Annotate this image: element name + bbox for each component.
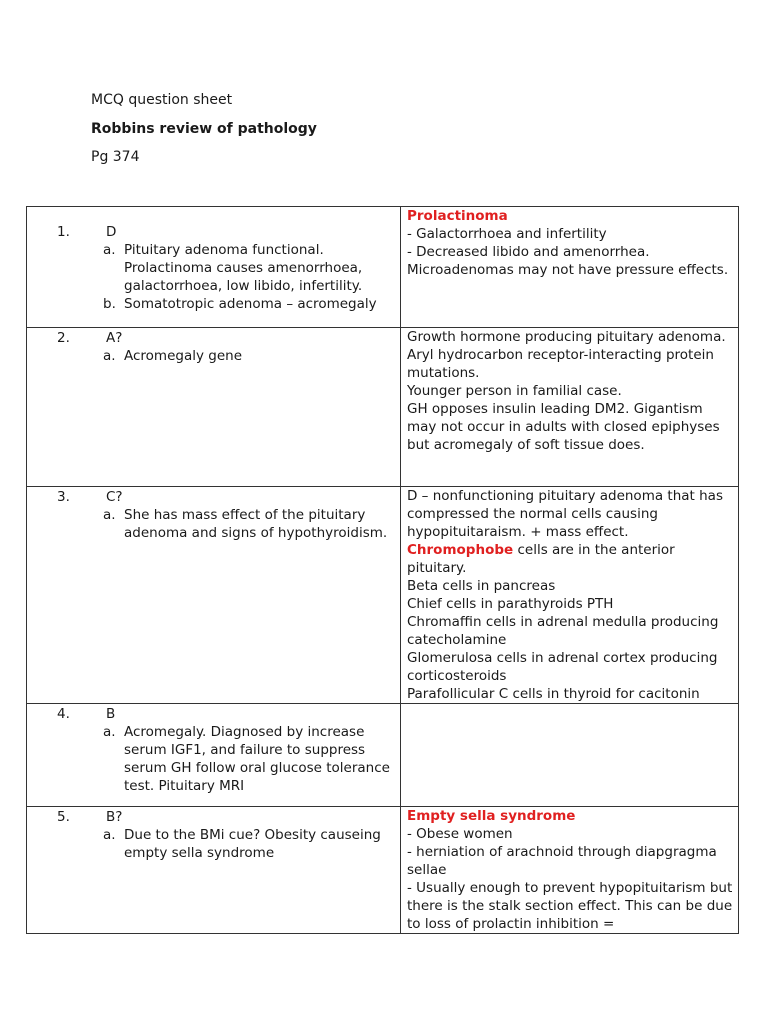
sub-label: a. [103, 827, 116, 843]
table-row [27, 487, 739, 704]
question-number-line [27, 705, 400, 723]
sub-item [27, 723, 400, 795]
question-number: 5. [57, 809, 70, 825]
question-number-line [27, 488, 400, 506]
question-number: 1. [57, 224, 70, 240]
notes-highlight-rest: cells are in the anterior pituitary. [407, 542, 675, 576]
notes-line: Parafollicular C cells in thyroid for cacitonin [407, 686, 700, 702]
notes-line: Chief cells in parathyroids PTH [407, 596, 614, 612]
notes-line: - Decreased libido and amenorrhea. Microadenomas may not have pressure effects. [407, 244, 729, 278]
notes-line: - Obese women [407, 826, 513, 842]
table-row [27, 207, 739, 328]
notes-line: Beta cells in pancreas [407, 578, 556, 594]
table-row [27, 807, 739, 934]
notes-heading: Prolactinoma [407, 208, 508, 224]
notes-cell [401, 328, 739, 487]
notes-line: Glomerulosa cells in adrenal cortex producing corticosteroids [407, 650, 718, 684]
question-number: 2. [57, 330, 70, 346]
question-cell [27, 704, 401, 807]
notes-cell [401, 207, 739, 328]
mcq-table [26, 206, 739, 934]
sub-item [27, 295, 400, 313]
question-answer: C? [106, 489, 123, 505]
notes-line: - herniation of arachnoid through diapgragma sellae [407, 844, 717, 878]
sub-label: a. [103, 507, 116, 523]
sub-label: a. [103, 724, 116, 740]
notes-cell [401, 807, 739, 934]
table-row [27, 704, 739, 807]
question-answer: B [106, 706, 116, 722]
notes-line: Growth hormone producing pituitary adenoma. Aryl hydrocarbon receptor-interacting protein mutations. [407, 329, 726, 381]
question-cell [27, 328, 401, 487]
question-number: 3. [57, 489, 70, 505]
notes-line: - Usually enough to prevent hypopituitarism but there is the stalk section effect. This can be due to loss of prolactin inhibition = [407, 880, 733, 932]
notes-line: Younger person in familial case. [407, 383, 622, 399]
question-answer: B? [106, 809, 123, 825]
sub-label: a. [103, 348, 116, 364]
question-answer: A? [106, 330, 123, 346]
book-title: Robbins review of pathology [91, 121, 317, 137]
question-number-line [27, 808, 400, 826]
sub-text: She has mass effect of the pituitary adenoma and signs of hypothyroidism. [124, 507, 388, 541]
question-answer: D [106, 224, 117, 240]
notes-line: GH opposes insulin leading DM2. Gigantism may not occur in adults with closed epiphyses but acromegaly of soft tissue does. [407, 401, 720, 453]
sub-text: Somatotropic adenoma – acromegaly [124, 296, 377, 312]
sub-item [27, 506, 400, 542]
sub-text: Acromegaly gene [124, 348, 242, 364]
notes-heading: Empty sella syndrome [407, 808, 576, 824]
sub-text: Due to the BMi cue? Obesity causeing empty sella syndrome [124, 827, 381, 861]
question-cell [27, 207, 401, 328]
page-reference: Pg 374 [91, 149, 140, 165]
notes-line: D – nonfunctioning pituitary adenoma that has compressed the normal cells causing hypopituitaraism. + mass effect. [407, 488, 723, 540]
question-cell [27, 807, 401, 934]
notes-cell [401, 704, 739, 807]
notes-line: - Galactorrhoea and infertility [407, 226, 607, 242]
notes-cell [401, 487, 739, 704]
sub-text: Pituitary adenoma functional. Prolactinoma causes amenorrhoea, galactorrhoea, low libido, infertility. [124, 242, 363, 294]
question-number-line [27, 223, 400, 241]
notes-line: Chromaffin cells in adrenal medulla producing catecholamine [407, 614, 719, 648]
notes-highlight: Chromophobe [407, 542, 514, 558]
question-number: 4. [57, 706, 70, 722]
sub-item [27, 241, 400, 295]
sheet-title: MCQ question sheet [91, 92, 233, 108]
table-row [27, 328, 739, 487]
notes-highlight-line [407, 541, 734, 577]
question-cell [27, 487, 401, 704]
sub-label: b. [103, 296, 116, 312]
sub-label: a. [103, 242, 116, 258]
sub-item [27, 826, 400, 862]
sub-text: Acromegaly. Diagnosed by increase serum IGF1, and failure to suppress serum GH follow oral glucose tolerance test. Pituitary MRI [124, 724, 390, 794]
question-number-line [27, 329, 400, 347]
sub-item [27, 347, 400, 365]
